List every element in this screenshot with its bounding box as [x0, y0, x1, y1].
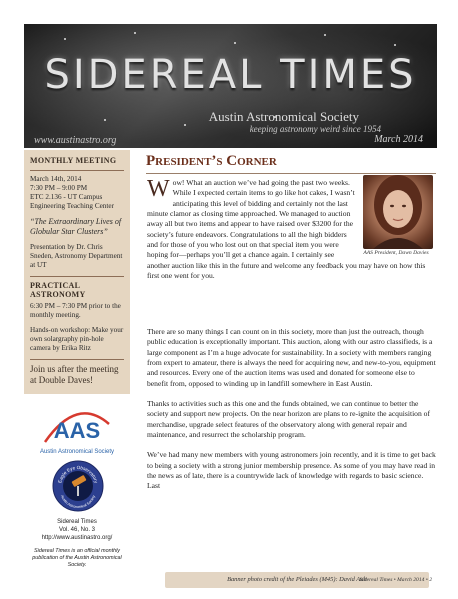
practical-astronomy-time: 6:30 PM – 7:30 PM prior to the monthly meeting. [30, 302, 121, 319]
svg-text:Eagle Eye Observatory: Eagle Eye Observatory [57, 464, 99, 484]
drop-cap: W [147, 176, 170, 202]
aas-logo [41, 402, 113, 448]
practical-astronomy-heading: PRACTICAL ASTRONOMY [30, 281, 86, 299]
website-url: www.austinastro.org [34, 135, 117, 146]
society-tagline: keeping astronomy weird since 1954 [249, 124, 381, 134]
masthead-banner [24, 24, 437, 148]
meeting-building: Engineering Teaching Center [30, 202, 114, 210]
publication-note: Sidereal Times is an official monthly publication of the Austin Astronomical Society. [32, 548, 122, 568]
sidebar-events [24, 150, 130, 394]
presenter: Presentation by Dr. Chris Sneden, Astronomy Department at UT [30, 243, 123, 269]
article-paragraph [147, 178, 436, 281]
publication-volume: Vol. 46, No. 3 [58, 527, 96, 533]
divider [30, 276, 124, 277]
meeting-time: 7:30 PM – 9:00 PM [30, 184, 88, 192]
workshop-description: Hands-on workshop: Make your own solargraphy pin-hole camera by Erika Ritz [30, 326, 124, 352]
logos-block [24, 398, 130, 568]
issue-date: March 2014 [374, 134, 423, 145]
svg-text:AAS: AAS [53, 418, 101, 443]
publication-info [24, 518, 130, 542]
president-photo-caption: AAS President, Dawn Davies [363, 250, 429, 256]
society-name: Austin Astronomical Society [208, 109, 359, 124]
talk-title: “The Extraordinary Lives of Globular Star Clusters” [30, 217, 122, 236]
article-title: President’s Corner [146, 153, 436, 174]
photo-space [356, 178, 436, 254]
svg-text:Austin Astronomical Society: Austin Astronomical Society [59, 494, 96, 510]
paragraph-1-text: ow! What an auction we’ve had going the past two weeks. While I expected certain items to go like hot cakes, I wasn’t anticipating this level of bidding and certainly not the last minute clamor as closing time approached. We managed to auction away all but two items and appear to have raised over $3200 for the society’s future endeavors. Congratulations to all the high bidders and for those of you who lost out on that special item you were hoping for—perhaps you’ll get a chance again. I certainly see another auction like this in the future and welcome any feedback you may have on how this first one went for you. [147, 178, 426, 281]
article-paragraph: Thanks to activities such as this one and the funds obtained, we can continue to better the society and support new projects. On the near horizon are plans to re-ignite the acquisition of merchandise, upgrade select features of the observatory along with general repair and maintenance, and resurrect the scholarship program. [147, 399, 430, 440]
article-paragraph: We’ve had many new members with young astronomers join recently, and it is time to get back to being a society with a strong junior membership presence. As some of you may have read in the news as of late, there is a countrywide lack of knowledge with regards to basic science. Last [147, 450, 436, 491]
join-us-note: Join us after the meeting at Double Daves! [30, 364, 119, 385]
newsletter-title: SIDEREAL TIMES [44, 52, 417, 98]
meeting-location: ETC 2.136 - UT Campus [30, 193, 103, 201]
publication-name: Sidereal Times [57, 519, 97, 525]
aas-logo-text: Austin Astronomical Society [39, 449, 115, 455]
banner-photo-credit: Banner photo credit of the Pleiades (M45): David Ault [165, 572, 429, 588]
divider [30, 359, 124, 360]
page-footer: Sidereal Times • March 2014 • 2 [359, 577, 432, 583]
divider [30, 170, 124, 171]
publication-url[interactable]: http://www.austinastro.org/ [41, 535, 113, 541]
observatory-seal [52, 460, 104, 512]
meeting-date: March 14th, 2014 [30, 175, 82, 183]
monthly-meeting-heading: MONTHLY MEETING [30, 156, 117, 165]
article-paragraph: There are so many things I can count on in this society, more than just the outreach, though public education is exceptionally important. This auction, along with our astro classifieds, is a large component as I’m a huge advocate for sustainability. In a society with members ranging from expert to amateur, there is always the need for acquiring new, and new-to-you, equipment and resources. Every one of the auction items was used and donated for someone else to benefit from, opposed to winding up in landfill somewhere in East Austin. [147, 327, 436, 388]
